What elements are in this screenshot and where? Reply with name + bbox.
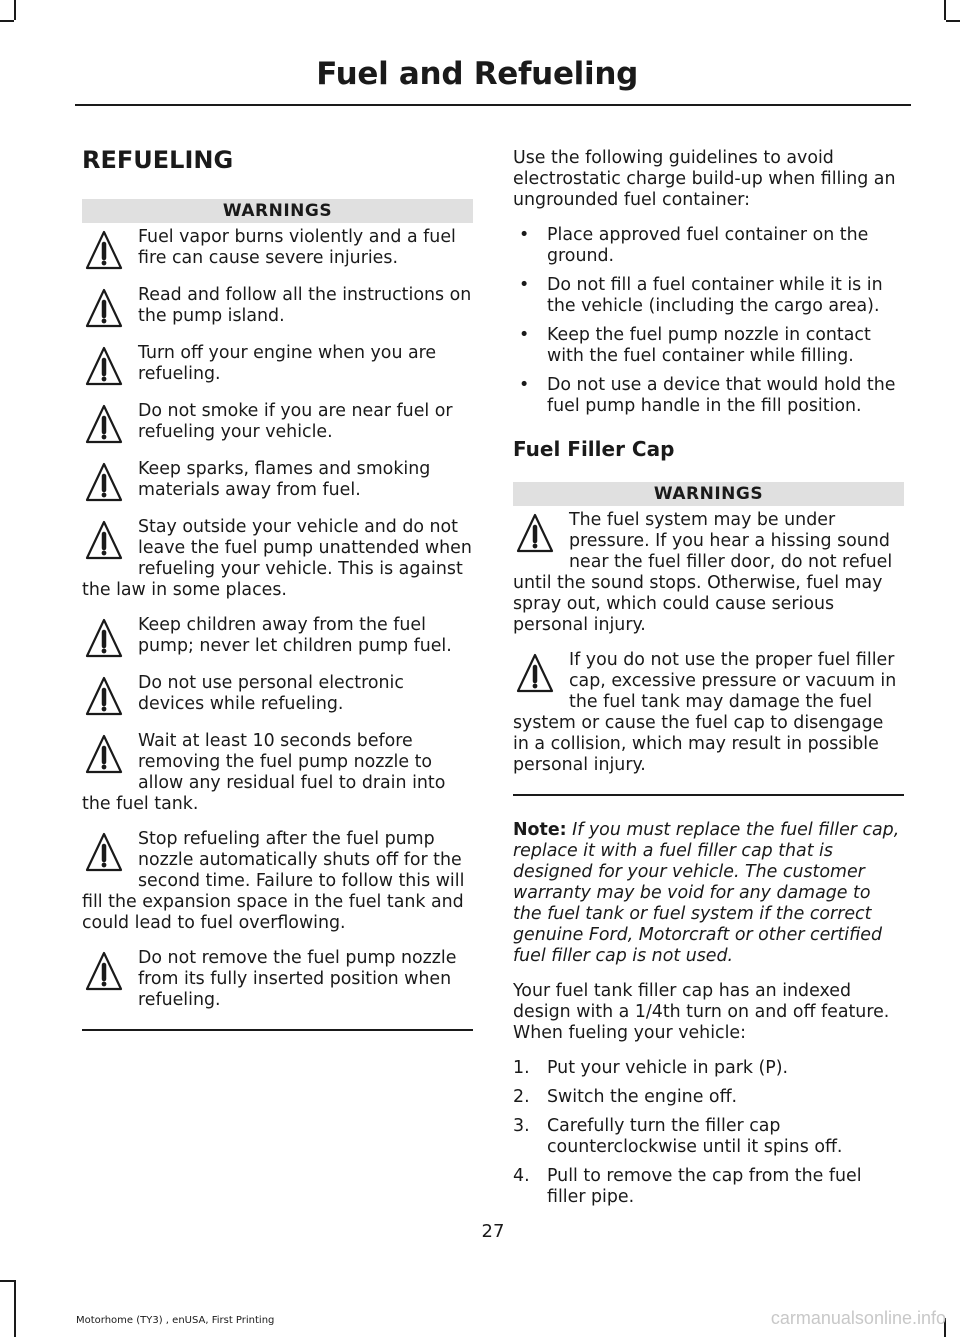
step-text: Put your vehicle in park (P). (547, 1058, 789, 1078)
warning-list (82, 227, 473, 1011)
step-number: 3. (513, 1116, 530, 1136)
warning-item (82, 343, 473, 387)
warning-item (82, 459, 473, 503)
note-text: If you must replace the fuel filler cap, replace it with a fuel filler cap that is designed for your vehicle. The customer warranty may be void for any damage to the fuel tank or fuel system if the correct genuine Ford, Motorcraft or other certified fuel filler cap is not used. (513, 820, 900, 966)
warning-text: Fuel vapor burns violently and a fuel fire can cause severe injuries. (138, 227, 456, 268)
step-text: Pull to remove the cap from the fuel filler pipe. (547, 1166, 862, 1207)
warning-triangle-icon (84, 950, 124, 994)
step-text: Carefully turn the filler cap counterclockwise until it spins off. (547, 1116, 843, 1157)
warning-text: If you do not use the proper fuel filler cap, excessive pressure or vacuum in the fuel tank may damage the fuel system or cause the fuel cap to disengage in a collision, which may result in possible personal injury. (513, 650, 897, 775)
warning-triangle-icon (84, 345, 124, 389)
watermark: carmanualsonline.info (770, 1308, 946, 1328)
edition-footer: Motorhome (TY3) , enUSA, First Printing (76, 1315, 275, 1326)
warning-triangle-icon (84, 287, 124, 331)
guideline-list (513, 225, 904, 417)
bullet-item: • Keep the fuel pump nozzle in contact with the fuel container while filling. (513, 325, 904, 367)
section-title: REFUELING (82, 146, 234, 174)
warning-triangle-icon (515, 512, 555, 556)
bullet-item: • Place approved fuel container on the ground. (513, 225, 904, 267)
warning-item (82, 673, 473, 717)
warning-triangle-icon (84, 733, 124, 777)
warning-triangle-icon (515, 652, 555, 696)
warning-text: Do not remove the fuel pump nozzle from its fully inserted position when refueling. (138, 948, 457, 1010)
running-header: Fuel and Refueling (316, 56, 638, 92)
step-item (513, 1166, 904, 1208)
right-column (513, 148, 904, 1216)
warning-text: Do not smoke if you are near fuel or refueling your vehicle. (138, 401, 453, 442)
step-item (513, 1087, 904, 1108)
warning-text: Do not use personal electronic devices while refueling. (138, 673, 404, 714)
note-paragraph (513, 820, 904, 967)
step-item (513, 1116, 904, 1158)
procedure-steps (513, 1058, 904, 1208)
warning-item (513, 510, 904, 636)
step-number: 2. (513, 1087, 530, 1107)
crop-mark (0, 1280, 14, 1282)
bullet-item: • Do not use a device that would hold the fuel pump handle in the fill position. (513, 375, 904, 417)
step-number: 1. (513, 1058, 530, 1078)
left-column (82, 140, 473, 1031)
intro-paragraph: Use the following guidelines to avoid electrostatic charge build-up when filling an ungrounded fuel container: (513, 148, 896, 210)
section-end-rule (82, 1029, 473, 1031)
warning-list (513, 510, 904, 776)
bullet-item: • Do not fill a fuel container while it is in the vehicle (including the cargo area). (513, 275, 904, 317)
note-label: Note: (513, 820, 567, 840)
warnings-header: WARNINGS (82, 199, 473, 223)
cap-description: Your fuel tank filler cap has an indexed design with a 1/4th turn on and off feature. When fueling your vehicle: (513, 981, 890, 1043)
warning-text: Keep children away from the fuel pump; never let children pump fuel. (138, 615, 452, 656)
warning-item (82, 227, 473, 271)
section-end-rule (513, 794, 904, 796)
crop-mark (946, 20, 960, 22)
warnings-header: WARNINGS (513, 482, 904, 506)
warning-triangle-icon (84, 461, 124, 505)
warning-text: The fuel system may be under pressure. If you hear a hissing sound near the fuel filler door, do not refuel until the sound stops. Otherwise, fuel may spray out, which could cause serious personal injury. (513, 510, 893, 635)
step-number: 4. (513, 1166, 530, 1186)
warning-triangle-icon (84, 831, 124, 875)
warning-text: Keep sparks, flames and smoking materials away from fuel. (138, 459, 431, 500)
warning-triangle-icon (84, 519, 124, 563)
warning-text: Stay outside your vehicle and do not leave the fuel pump unattended when refueling your vehicle. This is against the law in some places. (82, 517, 472, 600)
warning-item (82, 829, 473, 934)
warning-text: Turn off your engine when you are refueling. (138, 343, 437, 384)
header-rule (75, 104, 911, 106)
step-item (513, 1058, 904, 1079)
warning-item (82, 285, 473, 329)
warning-triangle-icon (84, 617, 124, 661)
warning-item (82, 948, 473, 1011)
warning-item (513, 650, 904, 776)
warning-item (82, 401, 473, 445)
crop-mark (14, 0, 16, 20)
crop-mark (14, 1280, 16, 1337)
warning-text: Stop refueling after the fuel pump nozzle automatically shuts off for the second time. Failure to follow this will fill the expansion space in the fuel tank and could lead to fuel overflowing. (82, 829, 465, 933)
page-number: 27 (481, 1221, 505, 1242)
warning-triangle-icon (84, 675, 124, 719)
warning-triangle-icon (84, 229, 124, 273)
warning-item (82, 517, 473, 601)
crop-mark (0, 20, 14, 22)
step-text: Switch the engine off. (547, 1087, 738, 1107)
crop-mark (944, 0, 946, 20)
warning-item (82, 731, 473, 815)
warning-text: Read and follow all the instructions on the pump island. (138, 285, 472, 326)
warning-item (82, 615, 473, 659)
subsection-title: Fuel Filler Cap (513, 437, 675, 461)
warning-triangle-icon (84, 403, 124, 447)
warning-text: Wait at least 10 seconds before removing the fuel pump nozzle to allow any residual fuel to drain into the fuel tank. (82, 731, 446, 814)
